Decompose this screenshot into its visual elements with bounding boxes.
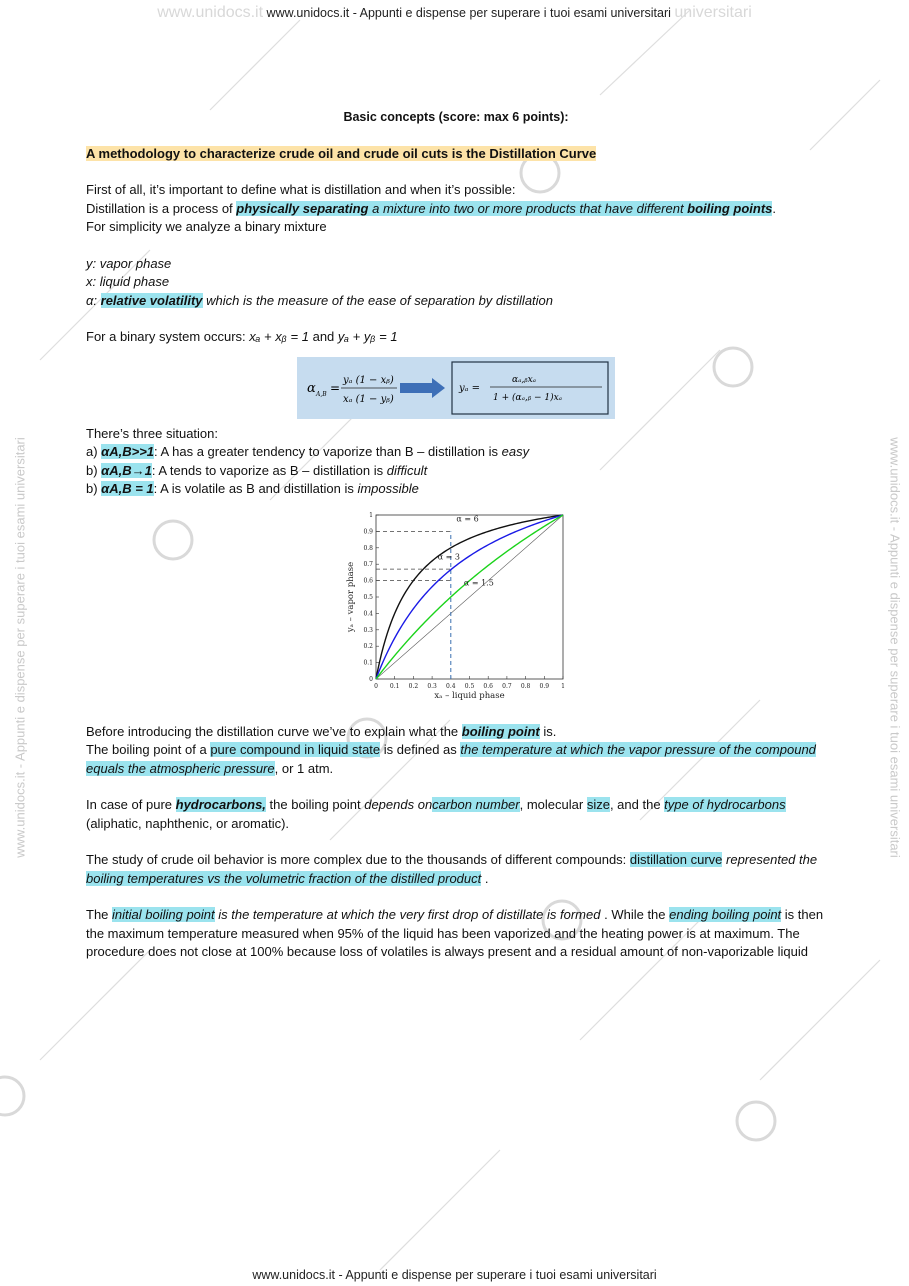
x-tick-label: 0.3 bbox=[427, 682, 437, 690]
x-tick-label: 0.6 bbox=[483, 682, 493, 690]
initial-boiling-paragraph: The initial boiling point is the temperature at which the very first drop of distillate is formed . While the ending boiling point is then the maximum temperature measured when 95% of the liquid has been vaporized and the heating power is at maximum. The procedure does not close at 100% because loss of volatiles is always present and a residual amount of non-vaporizable liquid bbox=[86, 907, 824, 959]
formula-rhs-den: 1 + (αₐ,ᵦ − 1)xₐ bbox=[493, 392, 563, 403]
header-ghost-left: www.unidocs.it bbox=[157, 4, 264, 21]
footer-text[interactable]: www.unidocs.it - Appunti e dispense per superare i tuoi esami universitari bbox=[252, 1268, 657, 1282]
y-tick-label: 0.7 bbox=[363, 560, 373, 568]
formula-den: xₐ (1 − yᵦ) bbox=[343, 393, 394, 405]
page-header bbox=[0, 4, 909, 22]
y-tick-label: 0.6 bbox=[363, 577, 373, 585]
page-footer bbox=[0, 1268, 909, 1282]
study-paragraph: The study of crude oil behavior is more complex due to the thousands of different compounds: distillation curve represented the boiling temperatures vs the volumetric fraction of the distilled product . bbox=[86, 852, 818, 886]
x-tick-label: 0.8 bbox=[520, 682, 531, 690]
formula-alpha: α bbox=[307, 380, 316, 396]
pure-hydrocarbons: In case of pure hydrocarbons, the boiling point depends oncarbon number, molecular size, and the type of hydrocarbons (aliphatic, naphthenic, or aromatic). bbox=[86, 797, 786, 831]
header-text[interactable]: www.unidocs.it - Appunti e dispense per superare i tuoi esami universitari bbox=[266, 6, 671, 20]
x-tick-label: 0.5 bbox=[464, 682, 475, 690]
left-side-watermark: www.unidocs.it - Appunti e dispense per superare i tuoi esami universitari bbox=[12, 437, 28, 858]
formula-graphic bbox=[297, 357, 615, 419]
document-body bbox=[86, 108, 826, 962]
situations-list bbox=[86, 443, 826, 499]
situations-intro: There’s three situation: bbox=[86, 425, 218, 441]
formula-num: yₐ (1 − xᵦ) bbox=[343, 374, 394, 386]
y-axis-label: yₐ – vapor phase bbox=[346, 561, 356, 632]
y-tick-label: 0.9 bbox=[363, 527, 373, 535]
boiling-definition: The boiling point of a pure compound in liquid state is defined as the temperature at which the vapor pressure of the compound equals the atmospheric pressure, or 1 atm. bbox=[86, 742, 816, 776]
page-title: Basic concepts (score: max 6 points): bbox=[343, 110, 569, 124]
right-side-watermark: www.unidocs.it - Appunti e dispense per superare i tuoi esami universitari bbox=[887, 437, 903, 858]
x-tick-label: 0.2 bbox=[408, 682, 419, 690]
y-tick-label: 0.3 bbox=[363, 626, 373, 634]
x-tick-label: 0.4 bbox=[446, 682, 456, 690]
x-tick-label: 0.1 bbox=[389, 682, 400, 690]
def-liquid: x: liquid phase bbox=[86, 274, 170, 289]
x-tick-label: 0.7 bbox=[502, 682, 512, 690]
y-tick-label: 0.1 bbox=[363, 659, 373, 667]
situation-a: a) αA,B>>1: A has a greater tendency to vaporize than B – distillation is easy bbox=[86, 444, 530, 459]
x-tick-label: 0 bbox=[374, 682, 378, 690]
x-tick-label: 0.9 bbox=[539, 682, 550, 690]
vle-chart bbox=[341, 507, 571, 707]
formula-rhs-num: αₐ,ᵦxₐ bbox=[512, 374, 537, 385]
binary-system: For a binary system occurs: xₐ + xᵦ = 1 and yₐ + yᵦ = 1 bbox=[86, 329, 398, 344]
boiling-intro: Before introducing the distillation curve we’ve to explain what the boiling point is. bbox=[86, 723, 557, 739]
y-tick-label: 0.4 bbox=[363, 609, 373, 617]
intro-line-1: First of all, it’s important to define what is distillation and when it’s possible: bbox=[86, 182, 516, 197]
def-alpha: α: relative volatility which is the measure of the ease of separation by distillation bbox=[86, 292, 554, 308]
volatility-formula bbox=[297, 357, 615, 419]
situation-c: b) αA,B = 1: A is volatile as B and distillation is impossible bbox=[86, 481, 419, 496]
situation-b: b) αA,B→1: A tends to vaporize as B – distillation is difficult bbox=[86, 462, 428, 478]
formula-eq: = bbox=[330, 380, 341, 395]
x-axis-label: xₐ – liquid phase bbox=[434, 690, 505, 701]
formula-rhs-left: yₐ = bbox=[459, 382, 480, 394]
intro-line-3: For simplicity we analyze a binary mixture bbox=[86, 219, 327, 234]
series-label-0: α = 6 bbox=[456, 514, 479, 524]
y-tick-label: 0.2 bbox=[363, 642, 373, 650]
y-tick-label: 1 bbox=[369, 511, 373, 519]
formula-alpha-sub: A,B bbox=[316, 390, 327, 398]
series-label-1: α = 3 bbox=[437, 551, 460, 561]
arrow-icon bbox=[400, 378, 445, 398]
section-title: A methodology to characterize crude oil and crude oil cuts is the Distillation Curve bbox=[86, 145, 597, 161]
vle-chart-svg bbox=[341, 507, 571, 707]
x-tick-label: 1 bbox=[561, 682, 565, 690]
y-tick-label: 0.5 bbox=[363, 593, 373, 601]
y-tick-label: 0.8 bbox=[363, 544, 373, 552]
series-label-2: α = 1.5 bbox=[463, 578, 494, 588]
def-vapor: y: vapor phase bbox=[86, 255, 172, 271]
y-tick-label: 0 bbox=[369, 675, 373, 683]
header-ghost-right: universitari bbox=[674, 4, 752, 21]
intro-line-2: Distillation is a process of physically separating a mixture into two or more products that have different boiling points. bbox=[86, 200, 777, 216]
